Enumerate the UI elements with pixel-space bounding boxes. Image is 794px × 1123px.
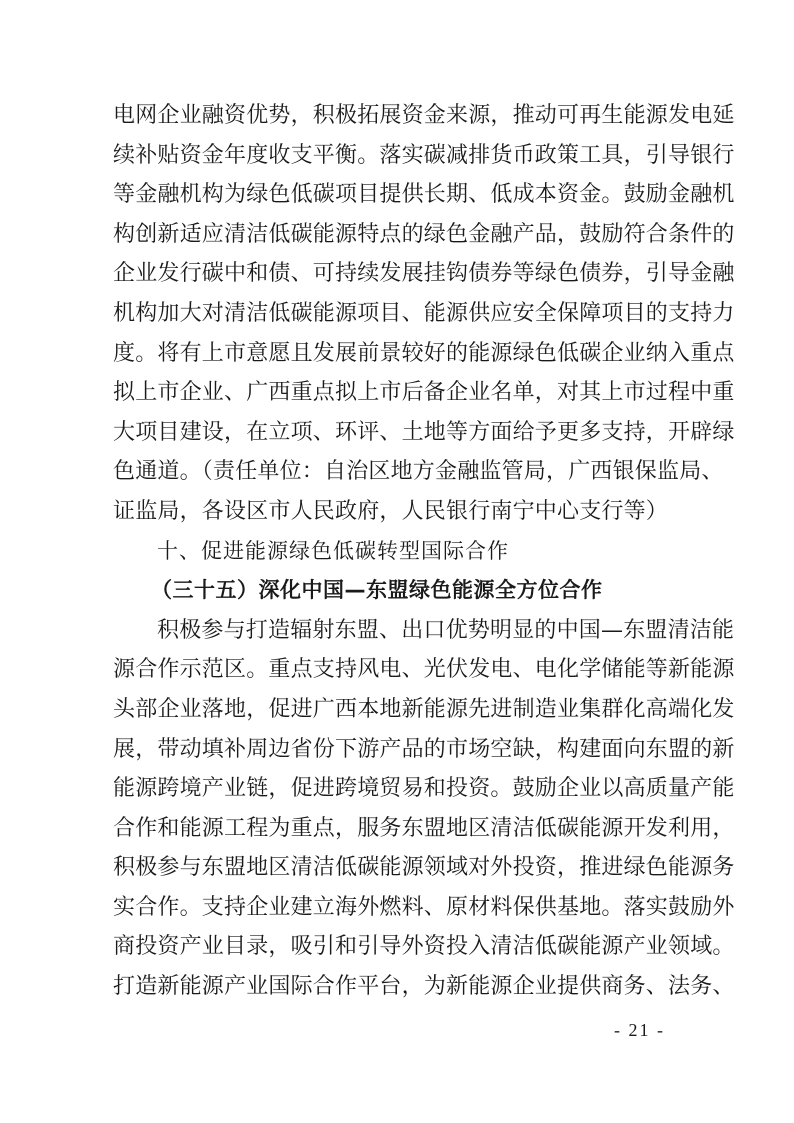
subsection-heading: （三十五）深化中国—东盟绿色能源全方位合作	[151, 578, 603, 603]
text-line: 实合作。支持企业建立海外燃料、原材料保供基地。落实鼓励外	[113, 894, 735, 920]
text-line: 大项目建设，在立项、环评、土地等方面给予更多支持，开辟绿	[113, 419, 735, 445]
body-text	[113, 96, 735, 1007]
text-line: 色通道。（责任单位：自治区地方金融监管局，广西银保监局、	[113, 459, 724, 485]
text-line: 拟上市企业、广西重点拟上市后备企业名单，对其上市过程中重	[113, 380, 735, 406]
text-line: 商投资产业目录，吸引和引导外资投入清洁低碳能源产业领域。	[113, 934, 735, 960]
text-line: 头部企业落地，促进广西本地新能源先进制造业集群化高端化发	[113, 696, 735, 722]
text-line: 电网企业融资优势，积极拓展资金来源，推动可再生能源发电延	[113, 103, 735, 128]
text-line: 等金融机构为绿色低碳项目提供长期、低成本资金。鼓励金融机	[113, 182, 735, 208]
text-line: 打造新能源产业国际合作平台，为新能源企业提供商务、法务、	[113, 974, 735, 1000]
text-line: 展，带动填补周边省份下游产品的市场空缺，构建面向东盟的新	[113, 736, 735, 762]
page-number: - 21 -	[614, 1020, 665, 1040]
text-line: 度。将有上市意愿且发展前景较好的能源绿色低碳企业纳入重点	[113, 340, 735, 366]
text-line: 合作和能源工程为重点，服务东盟地区清洁低碳能源开发利用，	[113, 815, 735, 841]
text-line: 机构加大对清洁低碳能源项目、能源供应安全保障项目的支持力	[113, 300, 735, 326]
text-line: 能源跨境产业链，促进跨境贸易和投资。鼓励企业以高质量产能	[113, 776, 735, 802]
text-line: 续补贴资金年度收支平衡。落实碳减排货币政策工具，引导银行	[113, 142, 735, 168]
paragraph-first-line: 积极参与打造辐射东盟、出口优势明显的中国—东盟清洁能	[157, 617, 735, 643]
text-line: 证监局，各设区市人民政府，人民银行南宁中心支行等）	[113, 498, 669, 524]
text-line: 积极参与东盟地区清洁低碳能源领域对外投资，推进绿色能源务	[113, 855, 735, 881]
text-line: 源合作示范区。重点支持风电、光伏发电、电化学储能等新能源	[113, 657, 735, 683]
text-line: 构创新适应清洁低碳能源特点的绿色金融产品，鼓励符合条件的	[113, 221, 735, 247]
text-line: 企业发行碳中和债、可持续发展挂钩债券等绿色债券，引导金融	[113, 261, 735, 287]
section-heading: 十、促进能源绿色低碳转型国际合作	[157, 538, 509, 563]
